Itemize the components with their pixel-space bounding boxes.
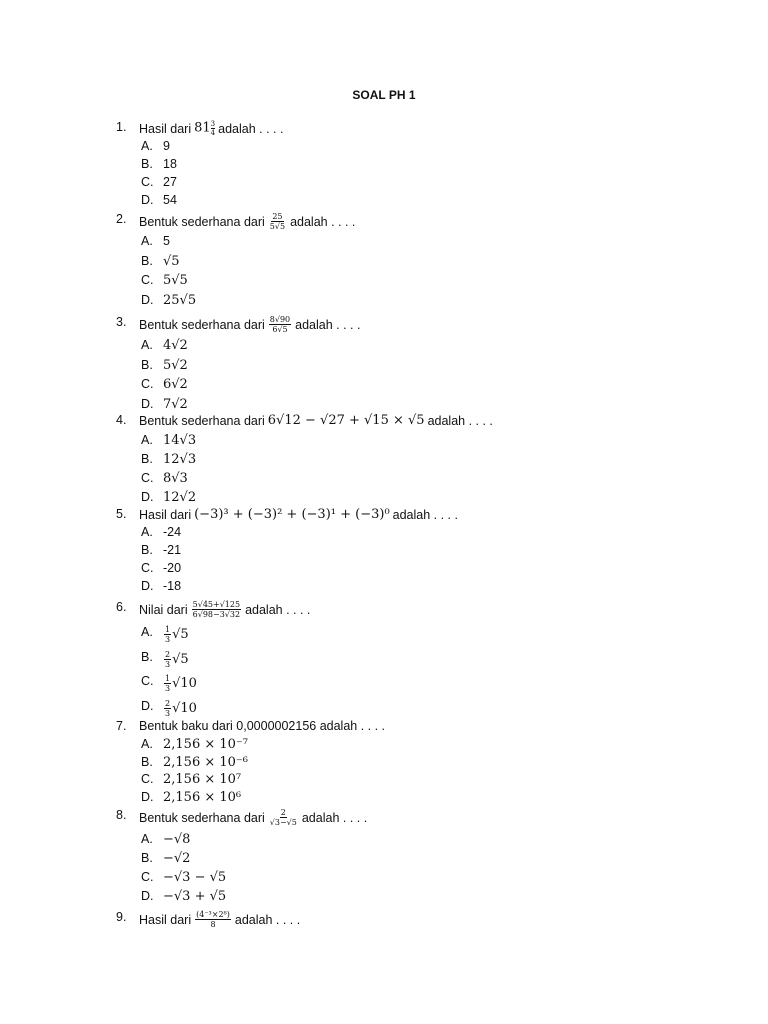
question-number: 2. <box>116 212 127 226</box>
question-number: 9. <box>116 910 127 924</box>
option-letter: C. <box>141 273 154 287</box>
option-fraction <box>164 674 171 693</box>
option-value <box>163 790 241 805</box>
page-title: SOAL PH 1 <box>352 88 416 102</box>
question-text <box>139 719 385 733</box>
question-text <box>139 212 355 231</box>
option-letter: C. <box>141 674 154 688</box>
exponent-denominator: 4 <box>210 129 216 137</box>
option-letter: C. <box>141 377 154 391</box>
option-value <box>163 543 181 557</box>
fraction-numerator: 5√45+√125 <box>192 600 241 609</box>
question-number: 1. <box>116 120 127 134</box>
question-suffix: adalah . . . . <box>234 912 301 927</box>
option-letter: D. <box>141 292 154 307</box>
option-value <box>163 674 197 693</box>
question-suffix: adalah . . . . <box>301 810 368 825</box>
option-letter: B. <box>141 157 153 171</box>
option-value <box>163 772 241 787</box>
question-number: 4. <box>116 413 127 427</box>
option-expression: -18 <box>163 579 182 593</box>
option-expression: 54 <box>163 193 177 207</box>
option-value <box>163 755 248 770</box>
option-expression: -20 <box>163 561 182 575</box>
fraction-denominator: 3 <box>165 684 171 693</box>
fraction-denominator: 3 <box>165 635 171 644</box>
fraction-numerator: 8√90 <box>269 315 291 324</box>
option-value <box>163 737 248 752</box>
fraction-denominator: 8 <box>210 920 216 929</box>
option-letter: B. <box>141 357 153 372</box>
question-math: 81 $\frac{3}{4}$ <box>194 120 216 137</box>
option-value <box>163 338 188 353</box>
option-letter: A. <box>141 338 153 352</box>
question-prefix: Hasil dari <box>139 507 192 522</box>
option-value <box>163 832 190 847</box>
option-expression: 12√3 <box>163 452 197 467</box>
question-text <box>139 910 300 929</box>
fraction-numerator: 2 <box>165 649 171 659</box>
question-number: 6. <box>116 600 127 614</box>
option-letter: C. <box>141 175 154 189</box>
fraction-denominator: 6√5 <box>272 325 288 334</box>
option-expression: -21 <box>163 543 182 557</box>
option-letter: D. <box>141 490 154 504</box>
option-value <box>163 579 181 593</box>
option-value <box>163 397 188 412</box>
option-expression: √5 <box>172 627 189 642</box>
fraction-numerator: 25 <box>272 212 283 221</box>
question-math: 6√12 − √27 + √15 × √5 <box>267 413 425 428</box>
option-letter: B. <box>141 649 153 664</box>
option-fraction <box>164 699 171 718</box>
option-value <box>163 273 188 288</box>
option-expression: 2,156 × 10⁶ <box>163 789 242 805</box>
option-value <box>163 889 226 904</box>
option-value <box>163 561 181 575</box>
option-letter: C. <box>141 471 154 485</box>
question-suffix: adalah . . . . <box>295 317 361 332</box>
option-value <box>163 433 196 448</box>
option-value <box>163 625 189 644</box>
option-value <box>163 471 188 486</box>
question-prefix: Nilai dari <box>139 602 188 617</box>
exponent-numerator: 3 <box>210 120 216 128</box>
question-prefix: Bentuk sederhana dari <box>139 317 265 332</box>
question-suffix: adalah . . . . <box>245 602 311 617</box>
option-expression: 18 <box>163 157 177 171</box>
question-number: 3. <box>116 315 127 329</box>
option-value <box>163 650 189 669</box>
option-expression: -24 <box>163 525 182 539</box>
option-fraction <box>164 625 171 644</box>
option-expression: −√2 <box>163 851 191 866</box>
option-value <box>163 699 197 718</box>
fraction-denominator: 3 <box>165 659 171 669</box>
option-letter: D. <box>141 579 154 593</box>
option-value <box>163 358 188 373</box>
option-expression: 5 <box>163 234 170 248</box>
option-expression: 2,156 × 10⁻⁷ <box>163 737 248 752</box>
fraction-numerator: 2 <box>165 698 171 708</box>
option-letter: D. <box>141 698 154 713</box>
fraction-numerator: 1 <box>165 674 171 683</box>
option-letter: A. <box>141 139 153 153</box>
fraction-denominator: 6√98−3√32 <box>192 610 241 619</box>
option-letter: D. <box>141 396 154 411</box>
option-expression: 4√2 <box>163 338 188 353</box>
fraction-numerator: 1 <box>165 625 171 634</box>
question-suffix: adalah . . . . <box>392 507 458 522</box>
option-expression: 7√2 <box>163 396 188 412</box>
question-text <box>139 507 458 522</box>
option-value <box>163 234 170 248</box>
option-letter: B. <box>141 452 153 466</box>
option-letter: B. <box>141 754 153 769</box>
option-expression: −√3 + √5 <box>163 889 227 904</box>
option-letter: A. <box>141 625 153 639</box>
option-value <box>163 193 177 207</box>
option-expression: 2,156 × 10⁷ <box>163 772 242 787</box>
option-letter: D. <box>141 193 154 207</box>
question-prefix: Hasil dari <box>139 912 192 927</box>
question-prefix: Bentuk sederhana dari <box>139 413 265 428</box>
option-letter: A. <box>141 234 153 248</box>
option-value <box>163 490 196 505</box>
option-letter: A. <box>141 433 153 447</box>
option-value <box>163 139 170 153</box>
option-letter: C. <box>141 772 154 786</box>
option-letter: D. <box>141 789 154 804</box>
option-value <box>163 254 180 269</box>
option-expression: √10 <box>172 700 197 716</box>
question-math: (−3)³ + (−3)² + (−3)¹ + (−3)⁰ <box>194 507 390 522</box>
question-fraction <box>192 600 241 619</box>
fraction-denominator: 5√5 <box>269 222 286 231</box>
question-number: 7. <box>116 719 127 733</box>
option-letter: C. <box>141 561 154 575</box>
option-expression: 27 <box>163 175 177 189</box>
option-value <box>163 157 177 171</box>
option-expression: 5√5 <box>163 273 188 288</box>
option-fraction <box>164 650 171 669</box>
option-letter: A. <box>141 737 153 751</box>
question-fraction <box>269 212 286 231</box>
option-expression: 12√2 <box>163 490 197 505</box>
option-value <box>163 293 196 308</box>
fraction-numerator: 2 <box>280 808 286 817</box>
question-text <box>139 808 367 827</box>
fraction-denominator: √3−√5 <box>269 818 297 827</box>
option-letter: D. <box>141 889 154 903</box>
option-letter: A. <box>141 525 153 539</box>
question-number: 5. <box>116 507 127 521</box>
question-suffix: adalah . . . . <box>290 214 356 229</box>
option-expression: 14√3 <box>163 433 197 448</box>
question-prefix: Bentuk sederhana dari <box>139 214 265 229</box>
fraction-numerator: (4⁻³×2⁸) <box>196 910 230 919</box>
option-expression: 2,156 × 10⁻⁶ <box>163 754 248 770</box>
question-number: 8. <box>116 808 127 822</box>
option-letter: B. <box>141 851 153 865</box>
option-expression: 25√5 <box>163 292 197 308</box>
question-suffix: adalah . . . . <box>218 121 284 136</box>
option-letter: A. <box>141 832 153 846</box>
option-value <box>163 377 188 392</box>
option-value <box>163 851 190 866</box>
question-text <box>139 600 310 619</box>
option-letter: B. <box>141 543 153 557</box>
option-expression: −√8 <box>163 832 191 847</box>
question-text <box>139 120 283 137</box>
option-letter: B. <box>141 253 153 268</box>
option-value <box>163 870 226 885</box>
option-expression: 5√2 <box>163 357 188 373</box>
option-expression: 9 <box>163 139 170 153</box>
question-text <box>139 413 493 428</box>
option-expression: √5 <box>163 253 180 269</box>
option-letter: C. <box>141 870 154 884</box>
option-expression: 8√3 <box>163 471 188 486</box>
question-fraction <box>269 808 298 827</box>
option-expression: √10 <box>172 676 197 691</box>
question-prefix: Bentuk sederhana dari <box>139 810 265 825</box>
option-expression: 6√2 <box>163 377 188 392</box>
question-prefix: Bentuk baku dari 0,0000002156 adalah . . . . <box>139 719 386 733</box>
fraction-denominator: 3 <box>165 708 171 718</box>
option-value <box>163 525 181 539</box>
question-fraction <box>195 910 231 929</box>
question-suffix: adalah . . . . <box>427 413 493 428</box>
exponent-fraction <box>211 120 215 137</box>
option-value <box>163 452 196 467</box>
option-expression: √5 <box>172 651 189 667</box>
option-expression: −√3 − √5 <box>163 870 227 885</box>
question-prefix: Hasil dari <box>139 121 192 136</box>
question-text <box>139 315 360 334</box>
option-value <box>163 175 177 189</box>
question-fraction <box>269 315 291 334</box>
